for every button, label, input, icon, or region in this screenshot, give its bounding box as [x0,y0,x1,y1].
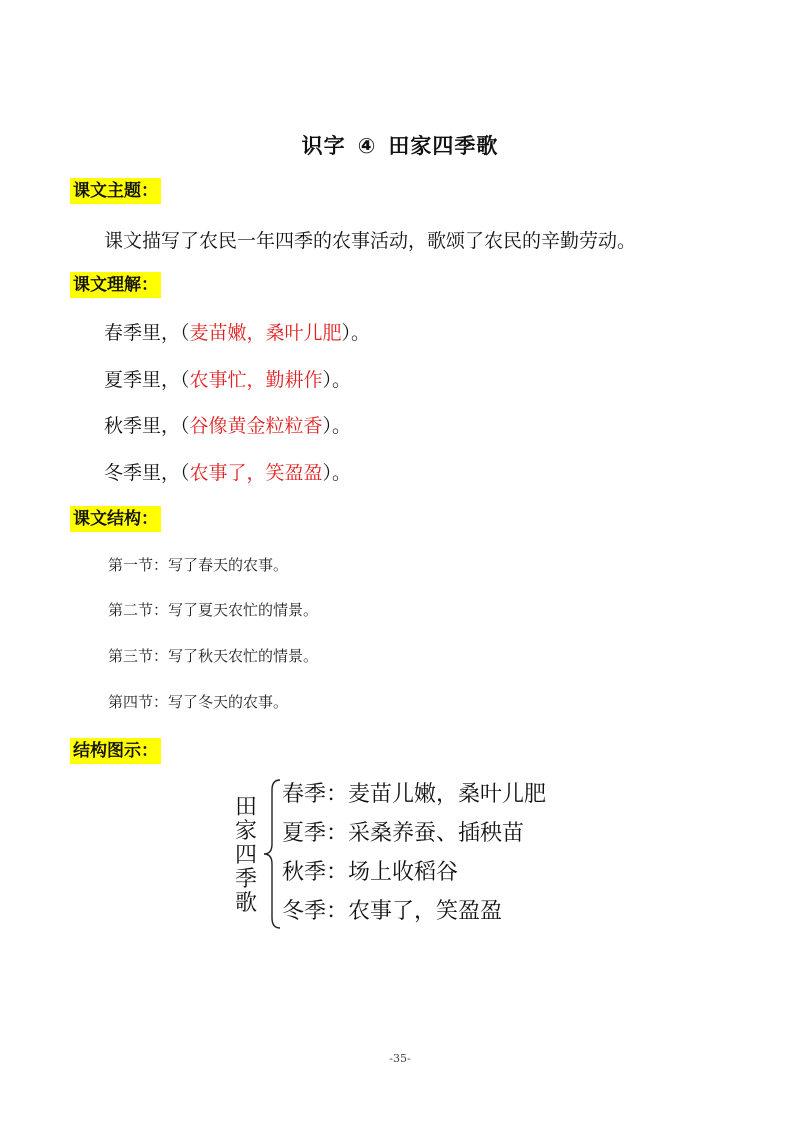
item-end: ）。 [322,462,352,484]
item-label: 冬季里，（ [104,462,190,484]
item-answer: 谷像黄金粒粒香 [189,415,323,437]
item-end: ）。 [322,369,352,391]
diagram-branch-autumn: 秋季：场上收稻谷 [282,860,459,885]
item-end: ）。 [341,322,371,344]
diagram-branch-spring: 春季：麦苗儿嫩，桑叶儿肥 [282,782,547,807]
item-label: 夏季里，（ [104,369,190,391]
diagram-root-title [232,796,260,916]
diagram-heading: 结构图示： [70,738,161,764]
understanding-item-autumn [104,413,351,439]
understanding-item-summer [104,367,351,393]
item-answer: 农事了，笑盈盈 [189,462,323,484]
structure-heading: 课文结构： [70,506,161,532]
root-char: 季 [234,867,257,892]
title-prefix: 识字 [301,134,346,158]
item-label: 秋季里，（ [104,415,190,437]
title-name: 田家四季歌 [388,134,499,158]
diagram-branch-summer: 夏季：采桑养蚕、插秧苗 [282,821,525,846]
structure-section-4: 第四节：写了冬天的农事。 [108,693,289,711]
diagram-branch-winter: 冬季：农事了，笑盈盈 [282,899,503,924]
understanding-item-spring [104,320,370,346]
page-title [0,130,800,160]
structure-section-1: 第一节：写了春天的农事。 [108,556,289,574]
understanding-heading: 课文理解： [70,272,161,298]
item-answer: 农事忙，勤耕作 [189,369,323,391]
item-answer: 麦苗嫩，桑叶儿肥 [189,322,342,344]
root-char: 田 [234,795,257,820]
structure-section-3: 第三节：写了秋天农忙的情景。 [108,647,319,665]
root-char: 四 [234,843,257,868]
page-number: -35- [389,1052,411,1065]
diagram-brace [262,778,284,930]
root-char: 家 [234,819,257,844]
title-number: ④ [357,134,377,158]
structure-section-2: 第二节：写了夏天农忙的情景。 [108,601,319,619]
item-label: 春季里，（ [104,322,190,344]
theme-heading: 课文主题： [70,178,161,204]
theme-text: 课文描写了农民一年四季的农事活动，歌颂了农民的辛勤劳动。 [104,230,637,252]
item-end: ）。 [322,415,352,437]
root-char: 歌 [234,891,257,916]
understanding-item-winter [104,460,351,486]
